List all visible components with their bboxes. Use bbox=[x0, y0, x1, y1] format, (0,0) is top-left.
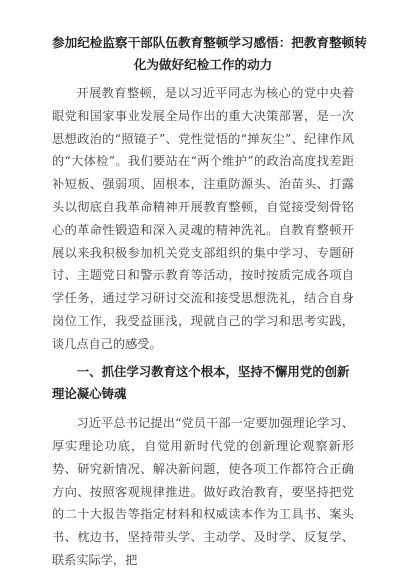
title-line-1: 参加纪检监察干部队伍教育整顿学习感悟：把教育整顿转 bbox=[52, 35, 367, 50]
section-1-paragraph: 习近平总书记提出“党员干部一定要加强理论学习、厚实理论功底，自觉用新时代党的创新理论观察新形势、研究新情况、解决新问题，使各项工作都符合正确方向、按照客观规律推进。做好政治教育，要坚持把党的二十大报告等指定材料和权威读本作为工具书、案头书、枕边书，坚持带头学、主动学、及时学、反复学、联系实际学，把 bbox=[52, 416, 354, 567]
document-title bbox=[52, 32, 367, 76]
intro-paragraph: 开展教育整顿，是以习近平同志为核心的党中央着眼党和国家事业发展全局作出的重大决策部署，是一次思想政治的“照镜子”、党性觉悟的“掸灰尘”、纪律作风的“大体检”。我们要站在“两个维护”的政治高度找差距补短板、强弱项、固根本，注重防源头、治苗头、打露头以彻底自我革命精神开展教育整顿，自觉接受刻骨铭心的革命性锻造和深入灵魂的精神洗礼。自教育整顿开展以来我积极参加机关党支部组织的集中学习、专题研讨、主题党日和警示教育等活动，按时按质完成各项自学任务，通过学习研讨交流和接受思想洗礼，结合自身岗位工作，我受益匪浅，现就自己的学习和思考实践，谈几点自己的感受。 bbox=[52, 86, 354, 351]
title-line-2: 化为做好纪检工作的动力 bbox=[133, 57, 273, 72]
section-1-heading: 一、抓住学习教育这个根本，坚持不懈用党的创新理论凝心铸魂 bbox=[52, 363, 350, 402]
